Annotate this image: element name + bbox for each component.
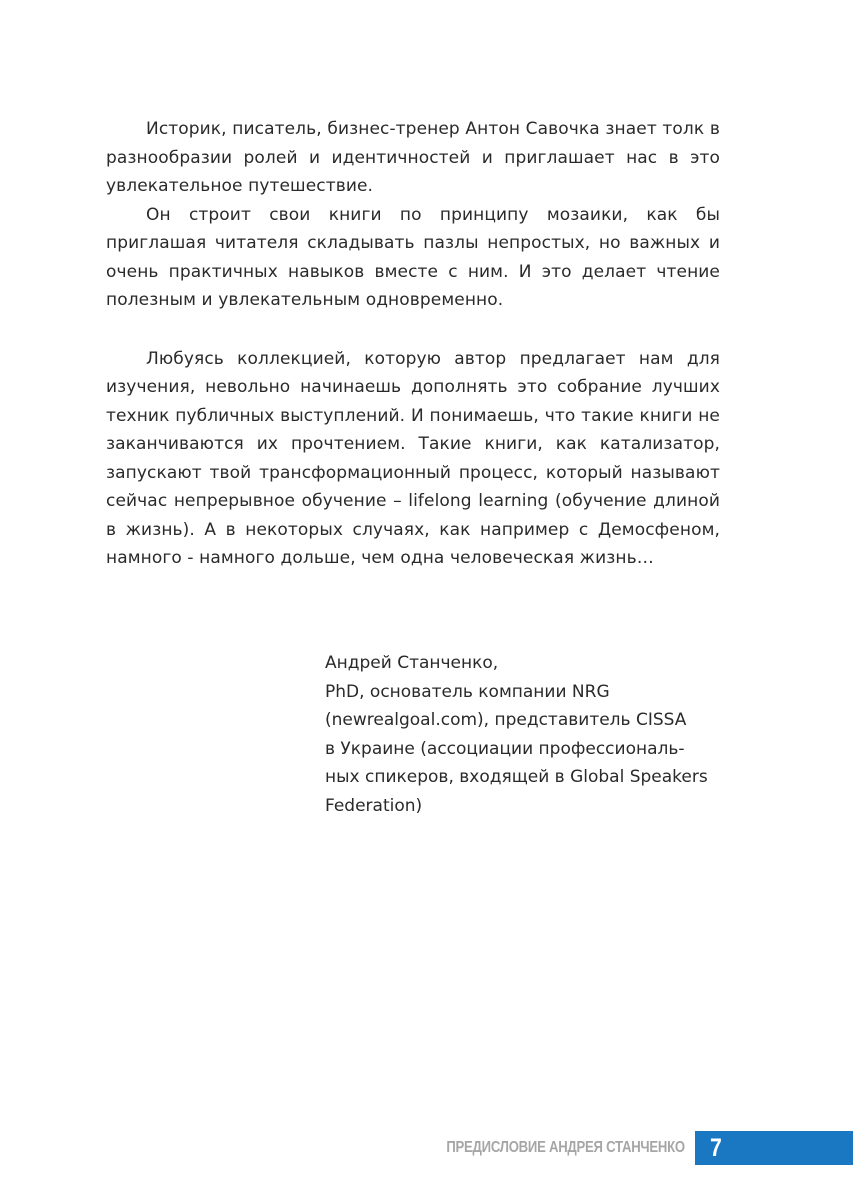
paragraph: Любуясь коллекцией, которую автор предлагает нам для изучения, невольно начинаешь дополнять это собрание лучших техник публичных выступлений. И понимаешь, что такие книги не заканчиваются их прочтением. Такие книги, как катализатор, запускают твой трансформационный процесс, который называют сейчас непрерывное обучение – lifelong learning (обучение длиной в жизнь). А в некоторых случаях, как например с Демосфеном, намного - намного дольше, чем одна человеческая жизнь… [106, 348, 720, 568]
signature-line: (newrealgoal.com), представитель CISSA [325, 710, 687, 730]
page-number-badge [695, 1131, 853, 1165]
running-title: ПРЕДИСЛОВИЕ АНДРЕЯ СТАНЧЕНКО [446, 1139, 685, 1156]
page-footer [394, 1131, 853, 1165]
signature-line: Federation) [325, 795, 423, 816]
signature-line: ных спикеров, входящей в Global Speakers [325, 767, 708, 787]
signature-line: в Украине (ассоциации профессиональ- [325, 738, 685, 759]
foreword-body [106, 115, 720, 603]
signature-line: PhD, основатель компании NRG [325, 681, 610, 702]
paragraph-group-2 [106, 345, 720, 573]
page-number: 7 [710, 1133, 722, 1162]
paragraph: Он строит свои книги по принципу мозаики, как бы приглашая читателя складывать пазлы непростых, но важных и очень практичных навыков вместе с ним. И это делает чтение полезным и увлекательным одновременно. [106, 204, 720, 310]
paragraph-group-1 [106, 115, 720, 315]
author-signature [325, 649, 725, 820]
signature-name: Андрей Станченко, [325, 653, 499, 673]
paragraph: Историк, писатель, бизнес-тренер Антон Савочка знает толк в разнообразии ролей и идентичностей и приглашает нас в это увлекательное путешествие. [106, 119, 720, 196]
